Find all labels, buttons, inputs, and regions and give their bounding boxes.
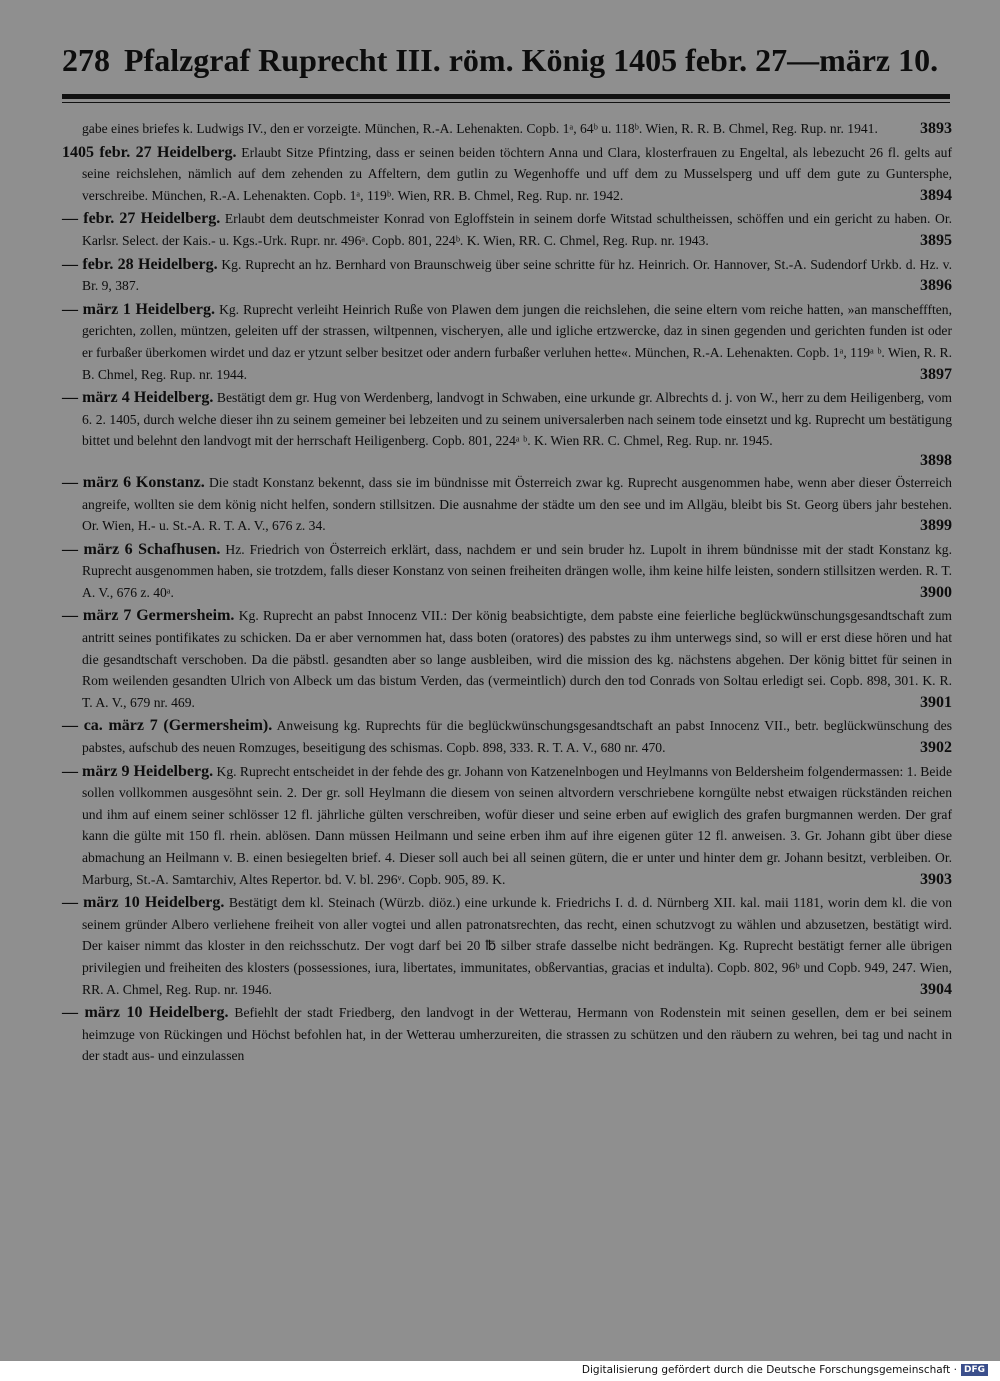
regest-entry	[62, 387, 952, 470]
entry-number: 3894	[920, 186, 952, 204]
regest-entry	[62, 118, 952, 140]
entry-date: — märz 4 Heidelberg.	[62, 389, 214, 407]
entry-number: 3893	[920, 120, 952, 137]
entry-date: — märz 10 Heidelberg.	[62, 1004, 229, 1022]
entry-date: — märz 6 Schafhusen.	[62, 540, 221, 558]
regest-entries	[62, 118, 952, 1069]
regest-entry	[62, 299, 952, 385]
entry-number: 3901	[920, 693, 952, 711]
entry-date: — ca. märz 7 (Germersheim).	[62, 717, 273, 735]
regest-entry	[62, 142, 952, 207]
entry-text: Anweisung kg. Ruprechts für die beglückwünschungsgesandtschaft an pabst Innocenz VII., betr. beglückwünschung des pabstes, aufschub des neuen Romzuges, beseitigung des schismas. Copb. 898, 333. R. T. A. V., 680 nr. 470.	[82, 718, 952, 756]
regest-entry	[62, 472, 952, 537]
entry-text: Kg. Ruprecht verleiht Heinrich Ruße von Plawen dem jungen die reichslehen, die seine eltern vom reiche hatten, »an manscheffften, gerichten, zollen, müntzen, geleiten uff der strassen, wiltpennen, vischeryen, alle und igliche ertzwercke, daz in sinen gegenden und gerichten funden ist oder er furbaßer überkomen wirdet und daz er ytzunt selber besitzet oder andern furbaßer verluhen hette«. München, R.-A. Lehenakten. Copb. 1ᵃ, 119ᵃ ᵇ. Wien, R. R. B. Chmel, Reg. Rup. nr. 1944.	[82, 301, 952, 382]
footer-credit-text: Digitalisierung gefördert durch die Deutsche Forschungsgemeinschaft ·	[581, 1364, 957, 1376]
entry-text: Kg. Ruprecht entscheidet in der fehde des gr. Johann von Katzenelnbogen und Heylmanns von Beldersheim folgendermassen: 1. Beide sollen vollkommen ausgesöhnt sein. 2. Der gr. soll Heylmann die diesem von seinen altvordern verschriebene korngülte nebst etwaigen rückständen reichen und ihm auf einem seiner schlösser 12 fl. jährliche gülten verschreiben, wofür dieser und seine erben auf ewiglich des grafen burgmannen werden. Der graf kann die gülte mit 150 fl. rhein. ablösen. Dann müssen Heilmann und seine erben ihm auf ihre eigenen güter 12 fl. anweisen. 3. Gr. Johann gibt über diese abmachung an Heilmann v. B. einen besiegelten brief. 4. Dieser soll auch bei all seinen gütern, die er unter und hinter dem gr. Johann besitzt, verbleiben. Or. Marburg, St.-A. Samtarchiv, Altes Repertor. bd. V. bl. 296ᵛ. Copb. 905, 89. K.	[82, 763, 952, 887]
entry-number: 3903	[920, 870, 952, 888]
entry-number: 3897	[920, 365, 952, 383]
entry-date: — febr. 28 Heidelberg.	[62, 255, 218, 273]
entry-number: 3898	[920, 451, 952, 469]
page-title: Pfalzgraf Ruprecht III. röm. König 1405 febr. 27—märz 10.	[124, 42, 939, 78]
page-number: 278	[62, 42, 110, 78]
entry-text: Die stadt Konstanz bekennt, dass sie im bündnisse mit Österreich zwar kg. Ruprecht ausgenommen habe, wenn aber dieser Österreich angreife, wollten sie dem könig nicht helfen, sondern stillsitzen. Die ausnahme der städte um den see und im Allgäu, bleibt bis St. Georg übers jahr bestehen. Or. Wien, H.- u. St.-A. R. T. A. V., 676 z. 34.	[82, 474, 952, 534]
entry-text: Bestätigt dem gr. Hug von Werdenberg, landvogt in Schwaben, eine urkunde gr. Albrechts d. j. von W., herr zu dem Heiligenberg, vom 6. 2. 1405, durch welche dieser ihn zu seinem gemeiner bei lebzeiten und zu seinem universalerben nach seinem tode einsetzt und kg. Ruprecht um bestätigung bittet und belehnt den landvogt mit der herrschaft Heiligenberg. Copb. 801, 224ᵃ ᵇ. K. Wien RR. C. Chmel, Reg. Rup. nr. 1945.	[82, 390, 953, 449]
regest-entry	[62, 1002, 952, 1067]
entry-date: — märz 7 Germersheim.	[62, 607, 235, 625]
entry-text: gabe eines briefes k. Ludwigs IV., den er vorzeigte. München, R.-A. Lehenakten. Copb. 1ᵃ, 64ᵇ u. 118ᵇ. Wien, R. R. B. Chmel, Reg. Rup. nr. 1941.	[82, 121, 878, 136]
entry-date: — febr. 27 Heidelberg.	[62, 210, 221, 228]
footer-credit	[582, 1364, 988, 1376]
regest-entry	[62, 208, 952, 251]
entry-number: 3899	[920, 517, 952, 535]
entry-number: 3895	[920, 231, 952, 249]
header-rule-thick	[62, 94, 950, 99]
entry-text: Befiehlt der stadt Friedberg, den landvogt in der Wetterau, Hermann von Rodenstein mit seinen gesellen, dem er bei seinem heimzuge von Rückingen und Höchst befohlen hat, in der Wetterau umherzureiten, die strassen zu schützen und den räubern zu wehren, bei tag und nacht in der stadt aus- und einzulassen	[82, 1005, 953, 1064]
regest-entry	[62, 715, 952, 758]
entry-text: Erlaubt dem deutschmeister Konrad von Egloffstein in seinem dorfe Witstad schultheissen, schöffen und ein gericht zu haben. Or. Karlsr. Select. der Kais.- u. Kgs.-Urk. Rupr. nr. 496ᵃ. Copb. 801, 224ᵇ. K. Wien, RR. C. Chmel, Reg. Rup. nr. 1943.	[82, 211, 953, 248]
entry-text: Bestätigt dem kl. Steinach (Würzb. diöz.) eine urkunde k. Friedrichs I. d. d. Nürnberg XII. kal. maii 1181, worin dem kl. die von seinem gründer Albero verliehene freiheit von aller vogtei und allen patronatsrechten, das recht, einen schutzvogt zu wählen und abzusetzen, bestätigt wird. Der kaiser nimmt das kloster in den reichsschutz. Der vogt darf bei 20 ℔ silber strafe dasselbe nicht bedrängen. Kg. Ruprecht bestätigt ferner alle übrigen privilegien und freiheiten des klosters (possessiones, iura, libertates, immunitates, obßervantias, gracias et indulta). Copb. 802, 96ᵇ und Copb. 949, 247. Wien, RR. A. Chmel, Reg. Rup. nr. 1946.	[82, 895, 952, 997]
entry-number: 3900	[920, 583, 952, 601]
entry-text: Kg. Ruprecht an pabst Innocenz VII.: Der könig beabsichtigte, dem pabste eine feierliche beglückwünschungsgesandtschaft zum antritt seines pontifikates zu schicken. Da er aber vernommen hat, dass boten (oratores) des pabstes zu ihm unterwegs sind, so will er erst diese hören und hat die gesandtschaft verschoben. Da die päbstl. gesandten aber so lange ausbleiben, wird die mission des kg. nächstens abgehen. Der könig bittet für seinen in Rom weilenden gesandten Ulrich von Albeck um das bistum Verden, das (vermeintlich) durch den tod Conrads von Soltau erledigt sei. Copb. 898, 301. K. R. T. A. V., 679 nr. 469.	[82, 608, 952, 710]
regest-entry	[62, 761, 952, 891]
entry-date: — märz 1 Heidelberg.	[62, 300, 216, 318]
regest-entry	[62, 254, 952, 297]
regest-entry	[62, 892, 952, 1000]
page-footer	[0, 1361, 1000, 1381]
dfg-logo-icon: DFG	[961, 1364, 988, 1376]
entry-date: — märz 10 Heidelberg.	[62, 894, 225, 912]
regest-entry	[62, 539, 952, 604]
page-header	[62, 42, 942, 86]
entry-date: — märz 6 Konstanz.	[62, 473, 205, 491]
entry-number: 3902	[920, 739, 952, 757]
entry-text: Erlaubt Sitze Pfintzing, dass er seinen beiden töchtern Anna und Clara, klosterfrauen zu Engeltal, als lebezucht 26 fl. gelts auf seine reichslehen, nämlich auf dem zehenden zu Affeltern, dem gutlin zu Wegenhoffe und uff dem zu Musselsperg und uff dem gute zu Guntersphe, verschreibe. München, R.-A. Lehenakten. Copb. 1ᵃ, 119ᵇ. Wien, RR. B. Chmel, Reg. Rup. nr. 1942.	[82, 144, 953, 203]
entry-date: 1405 febr. 27 Heidelberg.	[62, 143, 237, 161]
entry-date: — märz 9 Heidelberg.	[62, 762, 214, 780]
regest-entry	[62, 605, 952, 713]
entry-text: Kg. Ruprecht an hz. Bernhard von Braunschweig über seine schritte für hz. Heinrich. Or. Hannover, St.-A. Sudendorf Urkb. d. Hz. v. Br. 9, 387.	[82, 256, 952, 294]
entry-number: 3904	[920, 980, 952, 998]
header-rule-thin	[62, 102, 950, 103]
entry-number: 3896	[920, 277, 952, 295]
entry-text: Hz. Friedrich von Österreich erklärt, dass, nachdem er und sein bruder hz. Lupolt in ihrem bündnisse mit der stadt Konstanz kg. Ruprecht ausgenommen haben, sie trotzdem, falls dieser Konstanz von seinen freiheiten drängen wolle, ihm keine hilfe leisten, sondern stillsitzen werden. R. T. A. V., 676 z. 40ᵃ.	[82, 541, 953, 600]
